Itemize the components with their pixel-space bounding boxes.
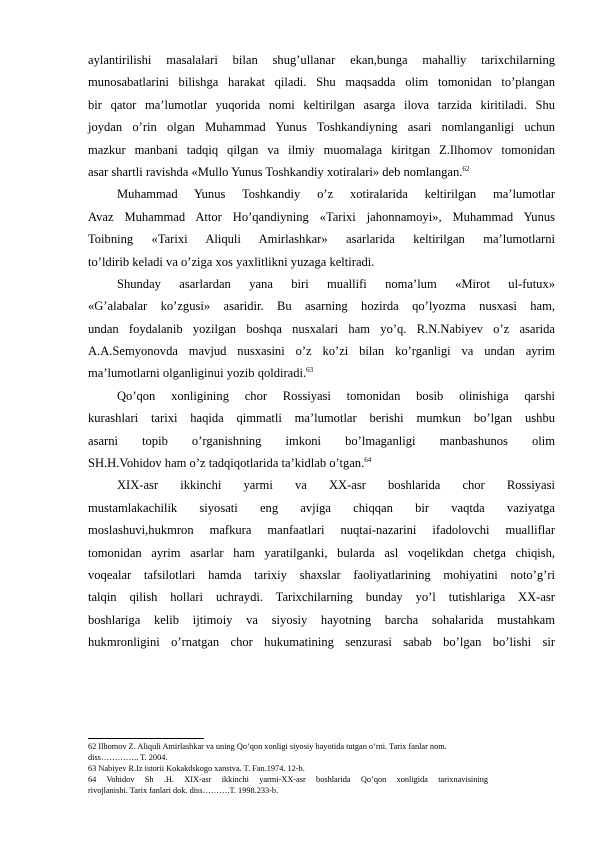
paragraph [88,474,555,653]
footnote-line: 63 Nabiyev R.Iz istorii Kokakdskogo xanstva. T. Fan.1974. 12-b. [88,764,305,773]
paragraph [88,49,555,183]
line-text: mazkur manbani tadqiq qilgan va ilmiy muomalaga kiritgan Z.Ilhomov tomonidan [88,142,555,157]
footnote-line: diss………….. T. 2004. [88,753,168,762]
text-line [88,340,555,362]
line-text: SH.H.Vohidov ham o’z tadqiqotlarida ta’kidlab o’tgan. [88,456,365,471]
line-text: undan foydalanib yozilgan boshqa nusxalari ham yo’q. R.N.Nabiyev o’z asarida [88,321,555,336]
line-text: ma’lumotlarni olganliginui yozib qoldiradi. [88,366,307,381]
line-text: moslashuvi,hukmron mafkura manfaatlari nuqtai-nazarini ifadolovchi mualliflar [88,523,555,538]
line-text: to’ldirib keladi va o’ziga xos yaxlitlikni yuzaga keltiradi. [88,254,375,269]
line-text: A.A.Semyonovda mavjud nusxasini o’z ko’zi bilan ko’rganligi va undan ayrim [88,344,555,359]
line-text: XIX-asr ikkinchi yarmi va XX-asr boshlarida chor Rossiyasi [117,478,555,493]
text-line [88,564,555,586]
text-line [88,139,555,161]
line-text: asarni topib o’rganishning imkoni bo’lmaganligi manbashunos olim [88,433,555,448]
text-line [88,228,555,250]
text-line [88,407,555,429]
text-line [88,430,555,452]
text-line [88,71,555,93]
text-line [88,586,555,608]
line-text: mustamlakachilik siyosati eng avjiga chiqqan bir vaqtda vaziyatga [88,500,555,515]
text-line [88,49,555,71]
paragraph [88,273,555,385]
line-text: talqin qilish hollari uchraydi. Tarixchilarning bunday yo’l tutishlariga XX-asr [88,590,555,605]
text-line [88,183,555,205]
line-text: Qo’qon xonligining chor Rossiyasi tomonidan bosib olinishiga qarshi [117,388,555,403]
line-text: munosabatlarini bilishga harakat qiladi. Shu maqsadda olim tomonidan to’plangan [88,75,555,90]
line-text: kurashlari tarixi haqida qimmatli ma’lumotlar berishi mumkun bo’lgan ushbu [88,411,555,426]
line-text: Toibning «Tarixi Aliquli Amirlashkar» asarlarida keltirilgan ma’lumotlarni [88,232,555,247]
text-line [88,497,555,519]
text-line [88,116,555,138]
line-text: Shunday asarlardan yana biri muallifi noma’lum «Mirot ul-futux» [117,276,555,291]
text-line [88,519,555,541]
text-line [88,94,555,116]
text-line [88,251,555,273]
footnote-line: 62 Ilhomov Z. Aliquli Amirlashkar va uning Qo’qon xonligi siyosiy hayotida tutgan o’rni. Tarix fanlar nom. [88,742,447,751]
line-text: asar shartli ravishda «Mullo Yunus Toshkandiy xotiralari» deb nomlangan. [88,164,463,179]
text-line [88,474,555,496]
text-line [88,161,555,183]
line-text: aylantirilishi masalalari bilan shug’ullanar ekan,bunga mahalliy tarixchilarning [88,53,555,67]
text-line [88,318,555,340]
text-line [88,452,555,474]
text-line [88,206,555,228]
footnote-separator [88,738,204,739]
text-line [88,362,555,384]
line-text: hukmronligini o’rnatgan chor hukumatining senzurasi sabab bo’lgan bo’lishi sir [88,635,555,650]
footnote-line: rivojlanishi. Tarix fanlari dok. diss……….T. 1998.233-b. [88,786,279,795]
line-text: tomonidan ayrim asarlar ham yaratilganki, bularda asl voqelikdan chetga chiqish, [88,545,555,560]
text-line [88,609,555,631]
line-text: voqealar tafsilotlari hamda tarixiy shaxslar faoliyatlarining mohiyatini noto’g’ri [88,567,555,582]
footnote-ref[interactable]: 62 [462,164,470,173]
paragraph [88,385,555,475]
text-line [88,631,555,653]
footnote-line: 64 Vohidov Sh .H. XIX-asr ikkinchi yarmi-XX-asr boshlarida Qo’qon xonligida tarixnavisining [88,775,488,784]
text-line [88,542,555,564]
document-body [88,49,555,654]
line-text: Avaz Muhammad Attor Ho’qandiyning «Tarixi jahonnamoyi», Muhammad Yunus [88,209,555,224]
line-text: boshlariga kelib ijtimoiy va siyosiy hayotning barcha sohalarida mustahkam [88,612,555,627]
paragraph [88,183,555,273]
text-line [88,385,555,407]
footnote-ref[interactable]: 64 [364,456,372,465]
text-line [88,295,555,317]
footnotes [88,738,555,796]
text-line [88,273,555,295]
footnote-ref[interactable]: 63 [306,366,314,375]
line-text: joydan o’rin olgan Muhammad Yunus Toshkandiyning asari nomlanganligi uchun [88,120,555,135]
line-text: bir qator ma’lumotlar yuqorida nomi keltirilgan asarga ilova tarzida kiritiladi. Shu [88,97,555,112]
line-text: Muhammad Yunus Toshkandiy o’z xotiralarida keltirilgan ma’lumotlar [117,187,555,202]
line-text: «G’alabalar ko’zgusi» asaridir. Bu asarning hozirda qo’lyozma nusxasi ham, [88,299,555,314]
